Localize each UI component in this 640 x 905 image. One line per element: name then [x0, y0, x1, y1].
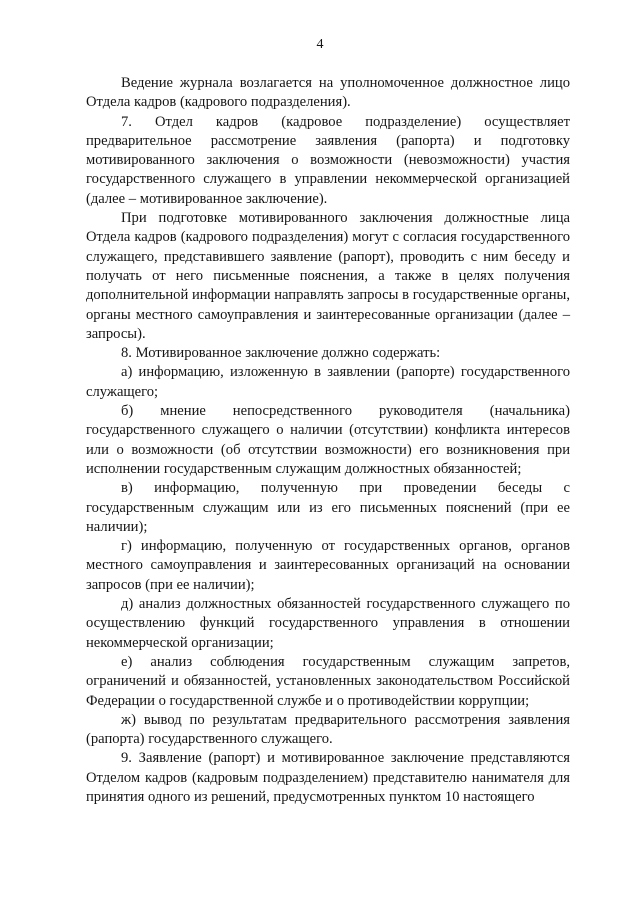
paragraph-item-8-zh: ж) вывод по результатам предварительного рассмотрения заявления (рапорта) государственного служащего. [86, 711, 570, 748]
paragraph-item-7: 7. Отдел кадров (кадровое подразделение) осуществляет предварительное рассмотрение заявления (рапорта) и подготовку мотивированного заключения о возможности (невозможности) участия государственного служащего в управлении некоммерческой организацией (далее – мотивированное заключение). [86, 113, 570, 207]
paragraph-item-8-b: б) мнение непосредственного руководителя (начальника) государственного служащего о наличии (отсутствии) конфликта интересов или о возможности (об отсутствии возможности) его возникновения при исполнении государственным служащим должностных обязанностей; [86, 403, 570, 477]
document-body [86, 74, 570, 807]
page-number: 4 [316, 37, 324, 52]
paragraph-item-7-preparation: При подготовке мотивированного заключения должностные лица Отдела кадров (кадрового подразделения) могут с согласия государственного служащего, представившего заявление (рапорт), проводить с ним беседу и получать от него письменные пояснения, а также в целях получения дополнительной информации направлять запросы в государственные органы, органы местного самоуправления и заинтересованные организации (далее – запросы). [86, 210, 570, 342]
paragraph-item-8-e: е) анализ соблюдения государственным служащим запретов, ограничений и обязанностей, установленных законодательством Российской Федерации о государственной службе и о противодействии коррупции; [86, 653, 570, 709]
paragraph-item-8-v: в) информацию, полученную при проведении беседы с государственным служащим или из его письменных пояснений (при ее наличии); [86, 480, 570, 535]
paragraph-item-8-a: а) информацию, изложенную в заявлении (рапорте) государственного служащего; [86, 364, 570, 400]
paragraph-item-8-d: д) анализ должностных обязанностей государственного служащего по осуществлению функций государственного управления в отношении некоммерческой организации; [86, 596, 570, 651]
paragraph-item-9: 9. Заявление (рапорт) и мотивированное заключение представляются Отделом кадров (кадровым подразделением) представителю нанимателя для принятия одного из решений, предусмотренных пунктом 10 настоящего [86, 750, 570, 805]
paragraph-item-8-g: г) информацию, полученную от государственных органов, органов местного самоуправления и заинтересованных организаций на основании запросов (при ее наличии); [86, 538, 570, 593]
paragraph-journal-maintenance: Ведение журнала возлагается на уполномоченное должностное лицо Отдела кадров (кадрового подразделения). [86, 75, 570, 111]
paragraph-item-8: 8. Мотивированное заключение должно содержать: [121, 345, 441, 362]
